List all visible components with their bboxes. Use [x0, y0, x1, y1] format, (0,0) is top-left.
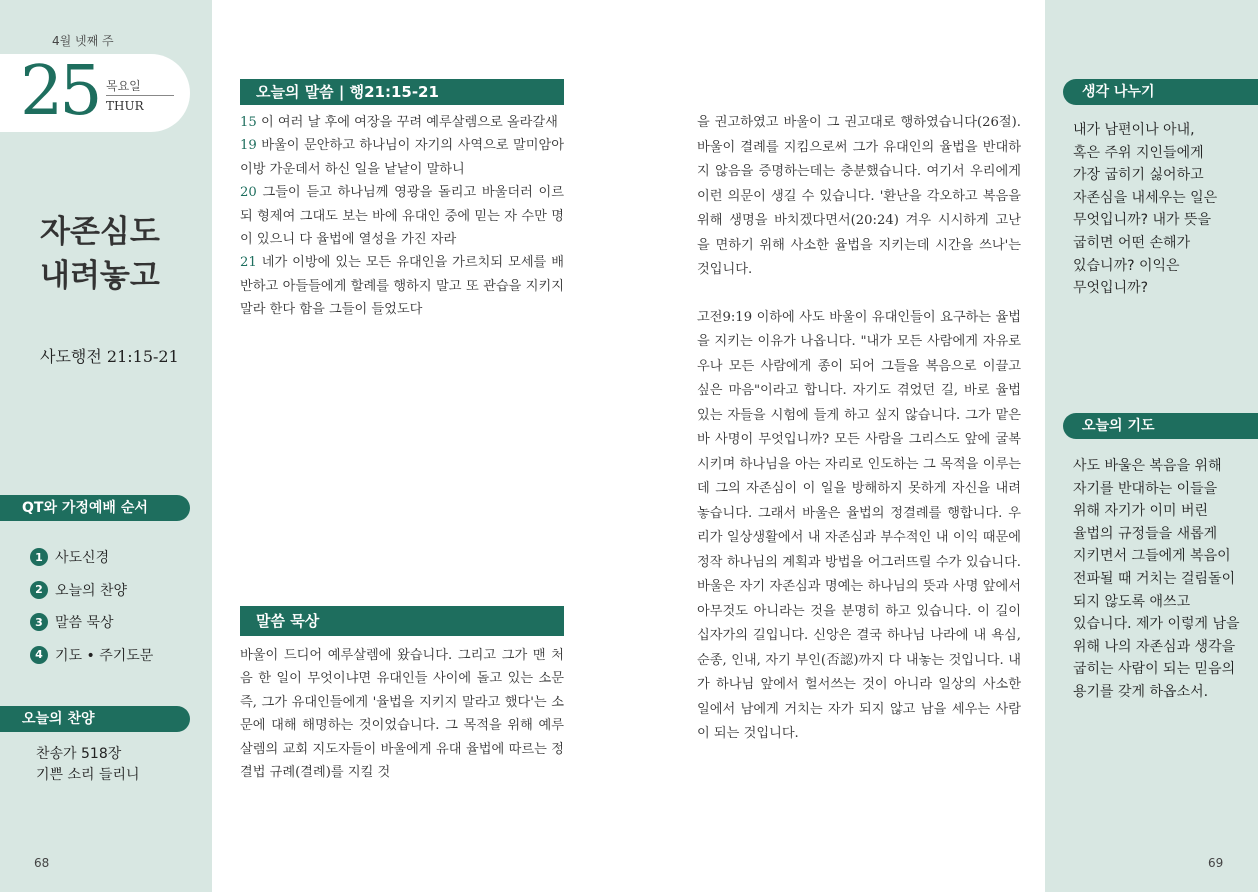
hymn-heading: 오늘의 찬양: [0, 706, 190, 732]
share-line: 무엇입니까? 내가 뜻을: [1073, 212, 1212, 229]
page-number-right: 69: [1208, 856, 1224, 870]
share-line: 있습니까? 이익은: [1073, 257, 1180, 274]
share-line: 가장 굽히기 싫어하고: [1073, 167, 1204, 184]
title-line: 자존심도: [40, 214, 160, 250]
order-item-label: 오늘의 찬양: [55, 582, 128, 599]
share-line: 굽히면 어떤 손해가: [1073, 234, 1191, 251]
hymn-title: 기쁜 소리 들리니: [36, 767, 140, 783]
number-badge: 2: [30, 581, 48, 599]
hymn-number: 찬송가 518장: [36, 746, 122, 762]
prayer-line: 되지 않도록 애쓰고: [1073, 593, 1191, 610]
meditation-text-right: [697, 111, 1021, 747]
verse-number: 19: [240, 138, 257, 154]
weekday-english: THUR: [106, 99, 144, 113]
share-line: 혹은 주위 지인들에게: [1073, 144, 1204, 161]
verse-number: 15: [240, 115, 257, 130]
weekday-korean: 목요일: [106, 79, 141, 93]
verse-text: 바울이 문안하고 하나님이 자기의 사역으로 말미암아 이방 가운데서 하신 일을 낱낱이 말하니: [240, 138, 564, 177]
order-heading: QT와 가정예배 순서: [0, 495, 190, 521]
verse-number: 21: [240, 255, 257, 271]
prayer-line: 자기를 반대하는 이들을: [1073, 480, 1218, 497]
share-line: 자존심을 내세우는 일은: [1073, 189, 1218, 206]
number-badge: 4: [30, 646, 48, 664]
order-list: [30, 541, 153, 671]
word-heading: 오늘의 말씀 | 행21:15-21: [240, 79, 564, 105]
prayer-text: [1073, 455, 1248, 704]
order-item-label: 기도 • 주기도문: [55, 647, 154, 664]
verse: [240, 181, 564, 251]
share-questions: [1073, 119, 1248, 300]
prayer-line: 용기를 갖게 하옵소서.: [1073, 683, 1209, 700]
share-heading: 생각 나누기: [1063, 79, 1258, 105]
verse-text: 네가 이방에 있는 모든 유대인을 가르치되 모세를 배반하고 아들들에게 할례를 행하지 말고 또 관습을 지키지 말라 한다 함을 그들이 들었도다: [240, 255, 564, 318]
number-badge: 3: [30, 613, 48, 631]
order-item: [30, 606, 153, 639]
page-number-left: 68: [34, 856, 50, 870]
weekday-divider: [106, 95, 174, 96]
week-label: 4월 넷째 주: [52, 34, 114, 48]
prayer-line: 율법의 규정들을 새롭게: [1073, 525, 1218, 542]
prayer-heading: 오늘의 기도: [1063, 413, 1258, 439]
meditation-paragraph: 고전9:19 이하에 사도 바울이 유대인들이 요구하는 율법을 지키는 이유가 나옵니다. "내가 모든 사람에게 자유로우나 모든 사람에게 종이 되어 그들을 복음으로 이끌고 싶은 마음"이라고 합니다. 자기도 겪었던 길, 바로 율법 있는 자들을 시험에 들게 하고 싶지 않습니다. 그가 맡은 바 사명이 무엇입니까? 모든 사람을 그리스도 앞에 굴복시키며 하나님을 아는 자리로 인도하는 그 목적을 이루는데 그의 자존심이 이 일을 방해하지 못하게 자신을 내려놓습니다. 그래서 바울은 율법의 정결례를 행합니다. 우리가 일상생활에서 내 자존심과 부수적인 내 이익 때문에 정작 하나님의 계획과 방법을 어그러뜨릴 수가 있습니다. 바울은 자기 자존심과 명예는 하나님의 뜻과 사명 앞에서 아무것도 아니라는 것을 분명히 하고 있습니다. 이 길이 십자가의 길입니다. 신앙은 결국 하나님 나라에 내 욕심, 순종, 인내, 자기 부인(否認)까지 다 내놓는 것입니다. 내가 하나님 앞에서 헐서쓰는 것이 아니라 일상의 사소한 일에서 남에게 거치는 자가 되지 않고 남을 세우는 사람이 되는 것입니다.: [697, 309, 1021, 741]
scripture-verses: [240, 111, 564, 322]
prayer-line: 있습니다. 제가 이렇게 남을: [1073, 616, 1240, 633]
verse: [240, 251, 564, 321]
order-item-label: 말씀 묵상: [55, 615, 114, 632]
verse: [240, 134, 564, 181]
order-item-label: 사도신경: [55, 550, 110, 567]
verse-number: 20: [240, 185, 257, 201]
prayer-line: 위해 자기가 이미 버린: [1073, 503, 1209, 520]
passage-reference: 사도행전 21:15-21: [40, 347, 179, 366]
title-line: 내려놓고: [40, 258, 160, 294]
page-title: [40, 210, 160, 298]
prayer-line: 굽히는 사람이 되는 믿음의: [1073, 661, 1236, 678]
day-number: 25: [20, 52, 99, 131]
meditation-heading: 말씀 묵상: [240, 606, 564, 636]
verse: [240, 111, 564, 134]
share-line: 내가 남편이나 아내,: [1073, 122, 1195, 138]
order-item: [30, 574, 153, 607]
verse-text: 그들이 듣고 하나님께 영광을 돌리고 바울더러 이르되 형제여 그대도 보는 바에 유대인 중에 믿는 자 수만 명이 있으니 다 율법에 열성을 가진 자라: [240, 185, 564, 248]
share-line: 무엇입니까?: [1073, 280, 1149, 297]
hymn-info: [36, 744, 140, 786]
prayer-line: 전파될 때 거치는 걸림돌이: [1073, 570, 1236, 587]
verse-text: 이 여러 날 후에 여장을 꾸려 예루살렘으로 올라갈새: [256, 115, 558, 130]
prayer-line: 지키면서 그들에게 복음이: [1073, 548, 1231, 565]
prayer-line: 사도 바울은 복음을 위해: [1073, 458, 1222, 474]
meditation-text-left: 바울이 드디어 예루살렘에 왔습니다. 그리고 그가 맨 처음 한 일이 무엇이냐면 유대인들 사이에 돌고 있는 소문 즉, 그가 유대인들에게 '율법을 지키지 말라고 했다'는 소문에 대해 해명하는 것이었습니다. 그 목적을 위해 예루살렘의 교회 지도자들이 바울에게 유대 율법에 따르는 정결법 규례(결례)를 지킬 것: [240, 648, 564, 781]
meditation-paragraph: 을 권고하였고 바울이 그 권고대로 행하였습니다(26절). 바울이 결례를 지킴으로써 그가 유대인의 율법을 반대하지 않음을 증명하는데는 충분했습니다. 여기서 우리에게 이런 의문이 생길 수 있습니다. '환난을 각오하고 복음을 위해 생명을 바치겠다면서(20:24) 겨우 시시하게 고난을 면하기 위해 사소한 율법을 지키는데 시간을 쓰나'는 것입니다.: [697, 115, 1021, 277]
order-item: [30, 541, 153, 574]
order-item: [30, 639, 153, 672]
number-badge: 1: [30, 548, 48, 566]
prayer-line: 위해 나의 자존심과 생각을: [1073, 638, 1236, 655]
